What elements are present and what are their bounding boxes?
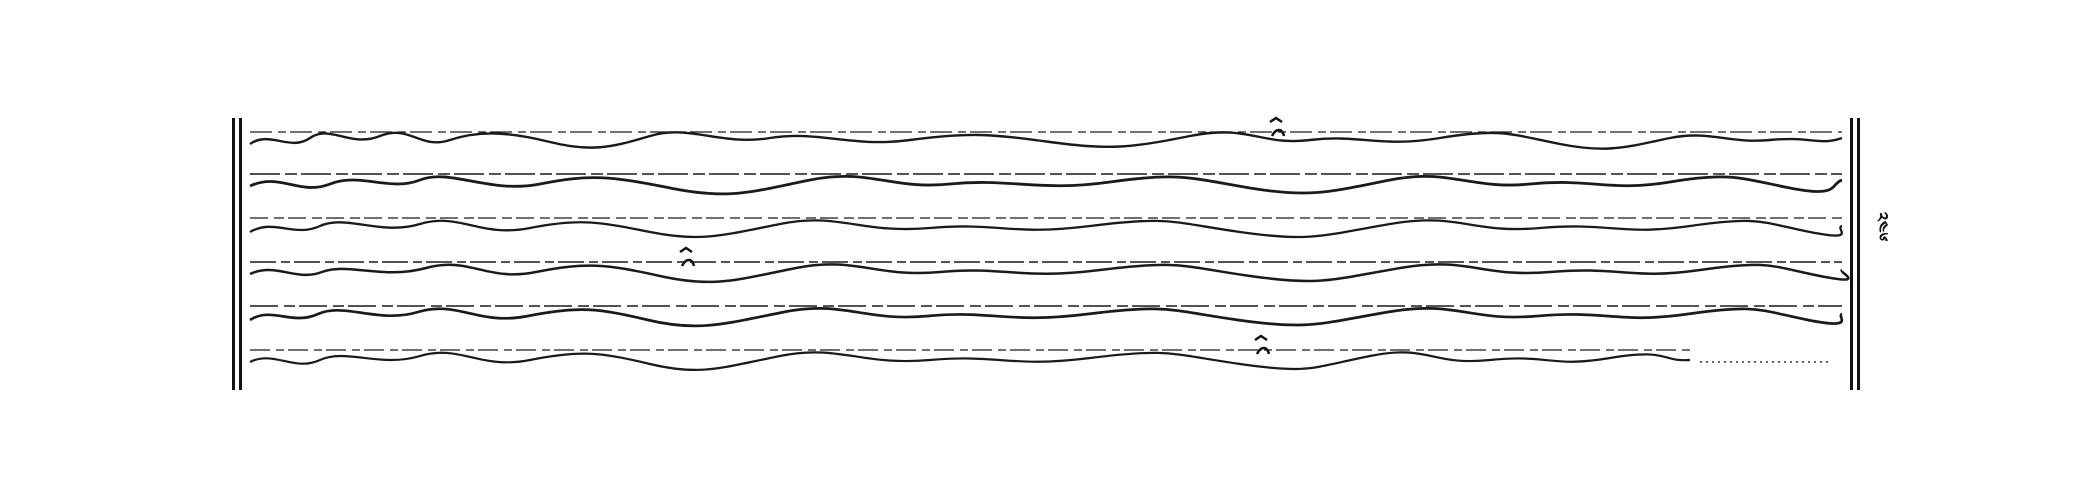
script-line-3	[250, 206, 1842, 246]
left-frame-rule-outer	[232, 118, 235, 390]
script-line-2	[250, 162, 1842, 202]
right-frame-rule-inner	[1850, 118, 1853, 390]
script-text-block	[250, 118, 1842, 390]
handwritten-script-line-5	[250, 294, 1842, 334]
handwritten-script-line-4	[250, 250, 1842, 290]
script-line-6	[250, 338, 1842, 378]
script-line-5	[250, 294, 1842, 334]
handwritten-script-line-1	[250, 118, 1842, 158]
script-line-4	[250, 250, 1842, 290]
margin-folio-number: ༢༤༦	[1871, 212, 1891, 242]
left-frame-rule-inner	[239, 118, 242, 390]
handwritten-script-line-6	[250, 338, 1842, 378]
handwritten-script-line-2	[250, 162, 1842, 202]
handwritten-script-line-3	[250, 206, 1842, 246]
script-line-1	[250, 118, 1842, 158]
right-frame-rule-outer	[1857, 118, 1860, 390]
